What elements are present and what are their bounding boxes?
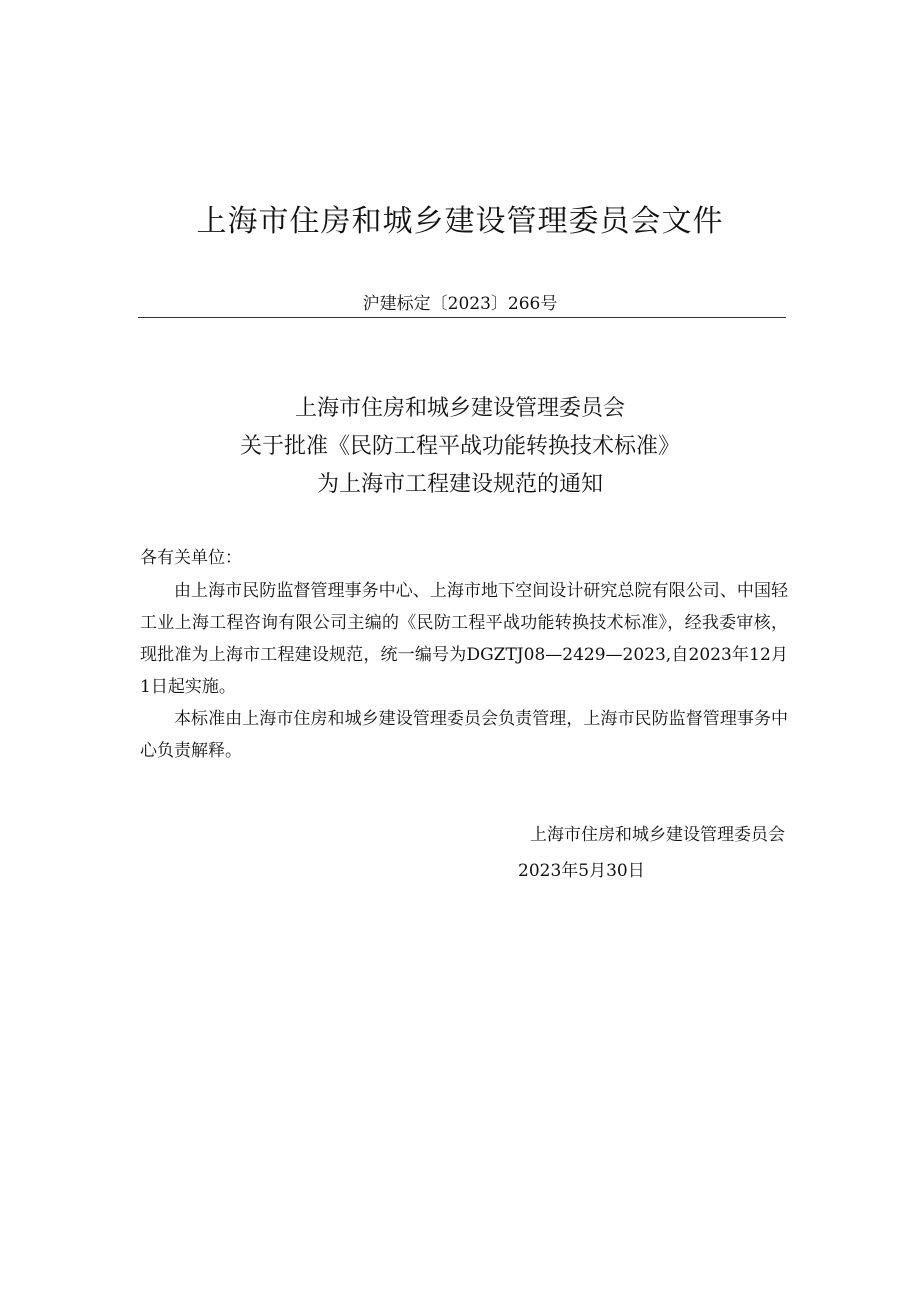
notice-title-line: 为上海市工程建设规范的通知 <box>316 472 603 497</box>
body-paragraph: 由上海市民防监督管理事务中心、上海市地下空间设计研究总院有限公司、中国轻工业上海工程咨询有限公司主编的《民防工程平战功能转换技术标准》，经我委审核，现批准为上海市工程建设规范，统一编号为DGZTJ08—2429—2023,自2023年12月1日起实施。 <box>140 581 788 697</box>
notice-title-line: 上海市住房和城乡建设管理委员会 <box>294 396 625 421</box>
notice-body <box>140 575 788 767</box>
header-title: 上海市住房和城乡建设管理委员会文件 <box>196 204 724 239</box>
body-paragraph: 本标准由上海市住房和城乡建设管理委员会负责管理，上海市民防监督管理事务中心负责解释。 <box>140 709 788 761</box>
salutation: 各有关单位： <box>140 548 242 568</box>
document-number: 沪建标定〔2023〕266号 <box>362 294 558 314</box>
header-divider <box>138 317 786 318</box>
issue-date: 2023年5月30日 <box>518 861 645 881</box>
issuer-signature: 上海市住房和城乡建设管理委员会 <box>530 825 785 845</box>
notice-title-line: 关于批准《民防工程平战功能转换技术标准》 <box>239 434 680 459</box>
notice-title <box>0 390 920 504</box>
